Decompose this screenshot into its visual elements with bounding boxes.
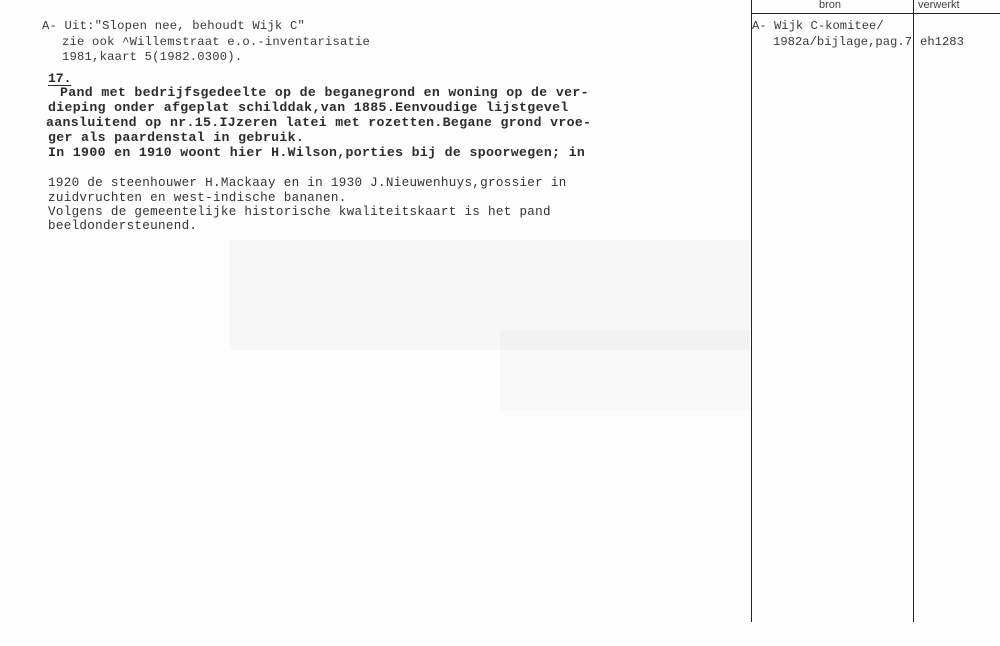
entry-line-7: zuidvruchten en west-indische bananen. bbox=[48, 191, 347, 205]
column-divider-bron bbox=[751, 0, 752, 622]
entry-line-8: Volgens de gemeentelijke historische kwaliteitskaart is het pand bbox=[48, 205, 551, 219]
header-rule bbox=[751, 13, 1000, 14]
entry-line-3: aansluitend op nr.15.IJzeren latei met rozetten.Begane grond vroe- bbox=[46, 115, 592, 130]
entry-line-2: dieping onder afgeplat schilddak,van 1885.Eenvoudige lijstgevel bbox=[48, 100, 569, 115]
entry-line-4: ger als paardenstal in gebruik. bbox=[48, 130, 305, 145]
column-divider-verwerkt bbox=[913, 0, 914, 622]
bron-line-2: 1982a/bijlage,pag.7 bbox=[773, 35, 912, 49]
scan-shading-2 bbox=[500, 330, 750, 410]
entry-line-1: Pand met bedrijfsgedeelte op de beganegrond en woning op de ver- bbox=[60, 85, 589, 100]
entry-line-6: 1920 de steenhouwer H.Mackaay en in 1930 J.Nieuwenhuys,grossier in bbox=[48, 176, 567, 190]
column-header-verwerkt: verwerkt bbox=[918, 0, 960, 11]
entry-line-5: In 1900 en 1910 woont hier H.Wilson,porties bij de spoorwegen; in bbox=[48, 145, 586, 160]
entry-line-9: beeldondersteunend. bbox=[48, 219, 198, 233]
verwerkt-value: eh1283 bbox=[920, 35, 964, 49]
bron-line-1: A- Wijk C-komitee/ bbox=[752, 19, 884, 33]
source-ref-line-1: A- Uit:"Slopen nee, behoudt Wijk C" bbox=[42, 19, 305, 33]
source-ref-line-3: 1981,kaart 5(1982.0300). bbox=[62, 50, 243, 64]
column-header-bron: bron bbox=[819, 0, 842, 11]
entry-number: 17. bbox=[48, 71, 72, 86]
source-ref-line-2: zie ook ^Willemstraat e.o.-inventarisatie bbox=[62, 35, 371, 49]
